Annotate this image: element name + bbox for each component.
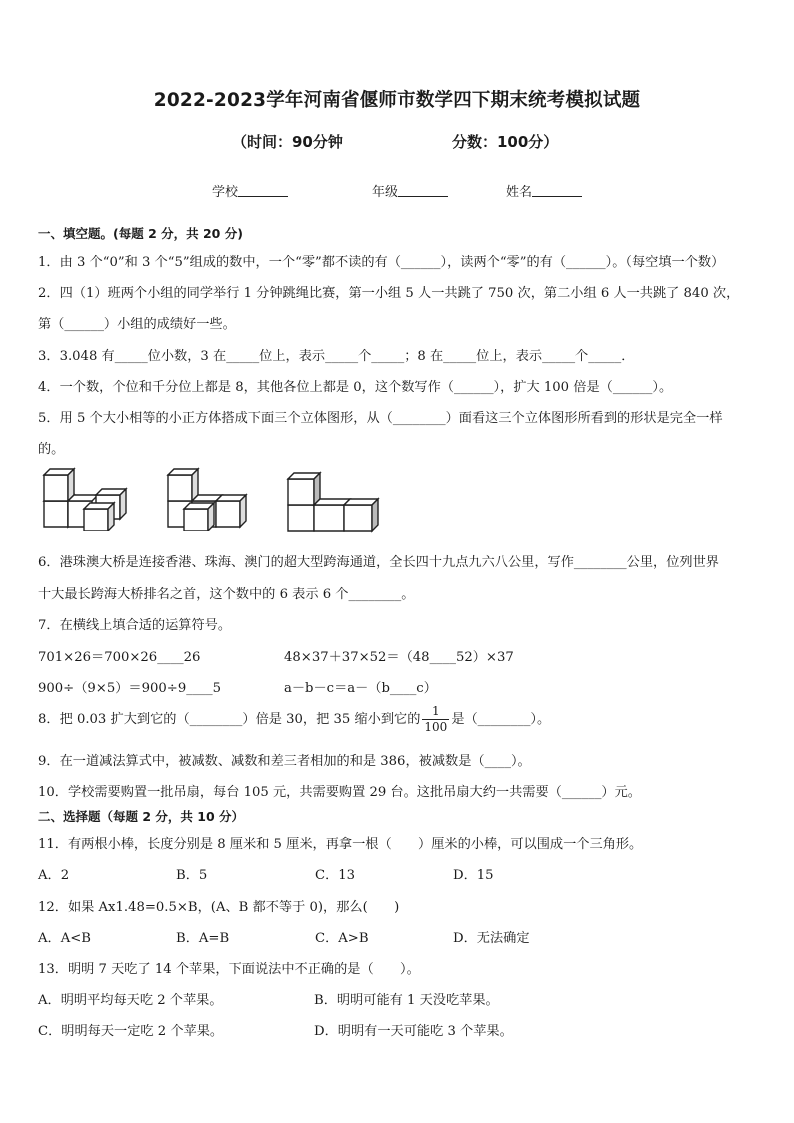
question-5-line-2: 的。	[38, 442, 65, 457]
question-6-line-2: 十大最长跨海大桥排名之首，这个数中的 6 表示 6 个________。	[38, 587, 415, 602]
question-6-line-1: 6．港珠澳大桥是连接香港、珠海、澳门的超大型跨海通道，全长四十九点九六八公里，写作________公里，位列世界	[38, 555, 719, 570]
page-title: 2022-2023学年河南省偃师市数学四下期末统考模拟试题	[153, 90, 641, 111]
name-label: 姓名	[506, 185, 533, 200]
question-4: 4．一个数，个位和千分位上都是 8，其他各位上都是 0，这个数写作（______），扩大 100 倍是（______）。	[38, 380, 673, 395]
question-7-expr-d: a－b－c＝a－（b____c）	[284, 681, 437, 696]
question-13-option-a[interactable]: A．明明平均每天吃 2 个苹果。	[38, 993, 223, 1008]
fraction-numerator: 1	[422, 704, 449, 720]
question-2-line-2: 第（______）小组的成绩好一些。	[38, 317, 236, 332]
school-field	[212, 181, 288, 200]
cube-figure-1	[40, 467, 130, 531]
question-7-expr-c: 900÷（9×5）＝900÷9____5	[38, 681, 221, 696]
question-3: 3．3.048 有_____位小数，3 在_____位上，表示_____个_____；8 在_____位上，表示_____个_____．	[38, 349, 635, 364]
question-12-option-a[interactable]: A．A<B	[38, 931, 91, 946]
question-11-option-a[interactable]: A．2	[38, 868, 70, 883]
question-13: 13．明明 7 天吃了 14 个苹果，下面说法中不正确的是（ ）。	[38, 962, 420, 977]
question-1: 1．由 3 个“0”和 3 个“5”组成的数中，一个“零”都不读的有（______），读两个“零”的有（______）。（每空填一个数）	[38, 255, 725, 270]
question-13-option-d[interactable]: D．明明有一天可能吃 3 个苹果。	[314, 1024, 513, 1039]
question-8-fraction	[422, 704, 449, 735]
school-label: 学校	[212, 185, 239, 200]
question-7-expr-a: 701×26＝700×26____26	[38, 650, 201, 665]
exam-time: （时间：90分钟	[232, 133, 343, 151]
question-11-option-d[interactable]: D．15	[453, 868, 494, 883]
fraction-denominator: 100	[424, 720, 448, 734]
question-9: 9．在一道减法算式中，被减数、减数和差三者相加的和是 386，被减数是（____）。	[38, 754, 531, 769]
question-12-option-d[interactable]: D．无法确定	[453, 931, 530, 946]
section-choice-heading: 二、选择题（每题 2 分，共 10 分）	[38, 809, 245, 824]
question-12-option-b[interactable]: B．A=B	[176, 931, 230, 946]
question-2-line-1: 2．四（1）班两个小组的同学举行 1 分钟跳绳比赛，第一小组 5 人一共跳了 750 次，第二小组 6 人一共跳了 840 次，	[38, 286, 740, 301]
grade-blank[interactable]	[398, 184, 448, 197]
question-10: 10．学校需要购置一批吊扇，每台 105 元，共需要购置 29 台。这批吊扇大约一共需要（______）元。	[38, 785, 641, 800]
question-12: 12．如果 Ax1.48=0.5×B，(A、B 都不等于 0)，那么( )	[38, 900, 400, 915]
question-11-option-c[interactable]: C．13	[315, 868, 356, 883]
exam-score: 分数：100分）	[452, 133, 559, 151]
grade-field	[372, 181, 448, 200]
cube-figure-3	[284, 471, 380, 533]
school-blank[interactable]	[238, 184, 288, 197]
name-field	[506, 181, 582, 200]
question-8	[38, 704, 550, 735]
question-7-expr-b: 48×37＋37×52＝（48____52）×37	[284, 650, 514, 665]
question-11-option-b[interactable]: B．5	[176, 868, 208, 883]
section-fill-blank-heading: 一、填空题。(每题 2 分，共 20 分)	[38, 226, 243, 241]
question-8-text-post: 是（________）。	[451, 712, 551, 727]
question-11: 11．有两根小棒，长度分别是 8 厘米和 5 厘米，再拿一根（ ）厘米的小棒，可以围成一个三角形。	[38, 837, 643, 852]
cube-figure-2	[164, 467, 254, 531]
question-8-text-pre: 8．把 0.03 扩大到它的（________）倍是 30，把 35 缩小到它的	[38, 712, 421, 727]
question-13-option-b[interactable]: B．明明可能有 1 天没吃苹果。	[314, 993, 499, 1008]
question-7: 7．在横线上填合适的运算符号。	[38, 618, 232, 633]
question-5-line-1: 5．用 5 个大小相等的小正方体搭成下面三个立体图形，从（________）面看这三个立体图形所看到的形状是完全一样	[38, 411, 723, 426]
name-blank[interactable]	[532, 184, 582, 197]
grade-label: 年级	[372, 185, 399, 200]
question-12-option-c[interactable]: C．A>B	[315, 931, 369, 946]
question-13-option-c[interactable]: C．明明每天一定吃 2 个苹果。	[38, 1024, 224, 1039]
